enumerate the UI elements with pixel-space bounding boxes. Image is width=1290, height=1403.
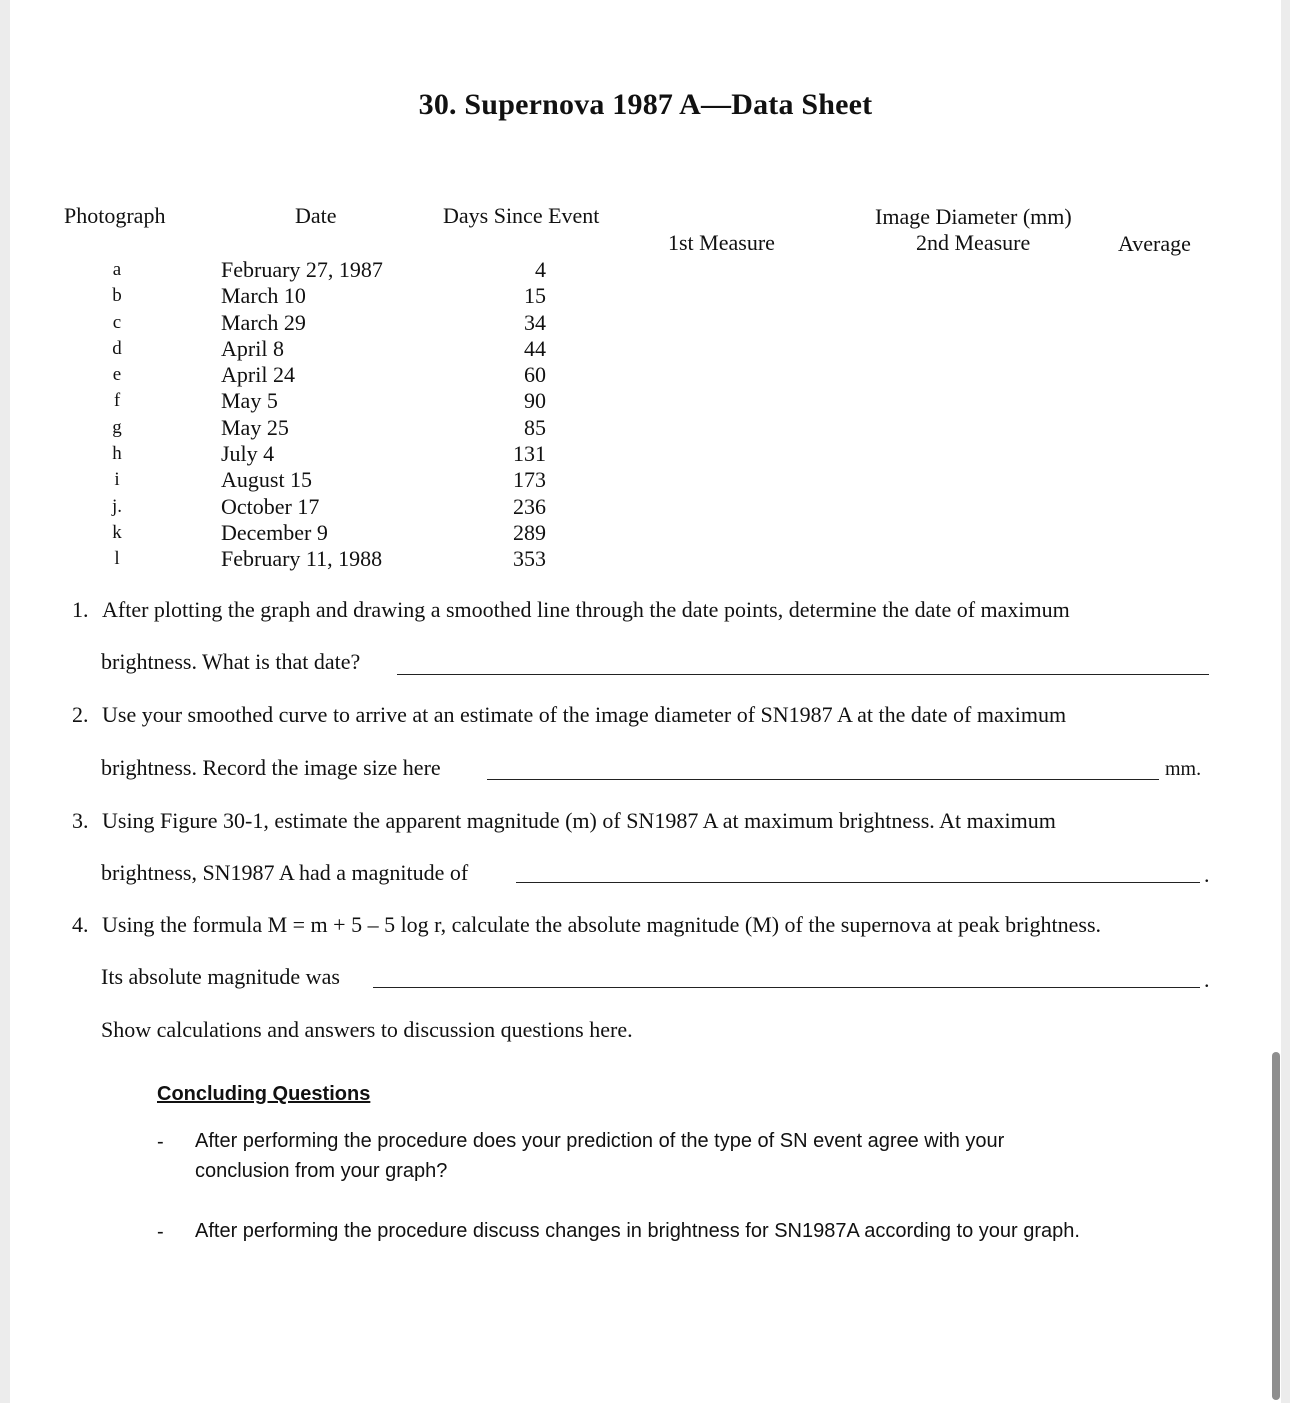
table-row-days: 60 xyxy=(524,362,546,388)
question-text: Use your smoothed curve to arrive at an estimate of the image diameter of SN1987 A at the date of maximum xyxy=(102,702,1067,727)
header-average: Average xyxy=(1118,231,1191,256)
show-calculations-text: Show calculations and answers to discussion questions here. xyxy=(101,1017,633,1042)
table-row-date: March 10 xyxy=(221,283,306,309)
question-number: 2. xyxy=(72,702,89,727)
answer-3-period: . xyxy=(1204,862,1210,887)
answer-2-line[interactable] xyxy=(487,779,1159,780)
days-column xyxy=(498,257,546,573)
table-row-photo: b xyxy=(112,285,122,307)
question-2 xyxy=(72,702,1066,728)
table-row-date: February 11, 1988 xyxy=(221,546,383,572)
answer-4-period: . xyxy=(1204,967,1210,992)
table-row-days: 353 xyxy=(513,546,546,572)
table-row-photo: h xyxy=(112,443,122,465)
photograph-column xyxy=(105,257,129,573)
vertical-scrollbar[interactable] xyxy=(1272,1052,1280,1400)
question-text: Using Figure 30-1, estimate the apparent magnitude (m) of SN1987 A at maximum brightness. At maximum xyxy=(102,808,1056,833)
table-row-date: March 29 xyxy=(221,309,306,335)
page-title: 30. Supernova 1987 A—Data Sheet xyxy=(418,88,873,121)
table-row-date: May 25 xyxy=(221,414,289,440)
table-row-date: May 5 xyxy=(221,388,278,414)
header-image-diameter: Image Diameter (mm) xyxy=(875,204,1072,229)
question-number: 4. xyxy=(72,912,89,937)
date-column xyxy=(221,257,383,573)
question-1-prompt: brightness. What is that date? xyxy=(101,649,361,674)
bullet-dash: - xyxy=(157,1221,164,1243)
table-row-date: July 4 xyxy=(221,441,275,467)
question-4 xyxy=(72,912,1101,938)
table-row-days: 34 xyxy=(524,309,546,335)
header-second-measure: 2nd Measure xyxy=(916,230,1031,255)
table-row-days: 44 xyxy=(524,335,546,361)
table-row-photo: k xyxy=(112,521,122,543)
question-2-prompt: brightness. Record the image size here xyxy=(101,755,441,780)
table-row-date: April 8 xyxy=(221,335,284,361)
table-row-days: 15 xyxy=(524,283,546,309)
question-3-prompt: brightness, SN1987 A had a magnitude of xyxy=(101,860,469,885)
table-row-date: February 27, 1987 xyxy=(221,257,383,282)
table-row-days: 4 xyxy=(535,257,546,282)
table-row-days: 173 xyxy=(513,467,546,493)
table-row-photo: f xyxy=(113,390,121,412)
question-number: 3. xyxy=(72,808,89,833)
question-3 xyxy=(72,808,1056,834)
table-row-days: 131 xyxy=(513,441,546,467)
question-number: 1. xyxy=(72,597,89,622)
bullet-dash: - xyxy=(157,1131,164,1153)
answer-2-unit: mm. xyxy=(1165,758,1202,780)
question-text: After plotting the graph and drawing a smoothed line through the date points, determine the date of maximum xyxy=(102,597,1070,622)
table-row-days: 236 xyxy=(513,493,546,519)
concluding-question-1: After performing the procedure does your prediction of the type of SN event agree with your conclusion from your graph? xyxy=(195,1130,1005,1182)
question-4-prompt: Its absolute magnitude was xyxy=(101,964,340,989)
table-row-days: 289 xyxy=(513,519,546,545)
table-row-photo: c xyxy=(112,311,122,333)
table-row-photo: j. xyxy=(111,495,123,517)
table-row-date: August 15 xyxy=(221,467,313,493)
concluding-questions-title: Concluding Questions xyxy=(157,1083,371,1105)
table-row-photo: i xyxy=(114,469,120,491)
table-row-days: 90 xyxy=(524,388,546,414)
answer-3-line[interactable] xyxy=(516,882,1200,883)
table-row-date: December 9 xyxy=(221,519,328,545)
question-text: Using the formula M = m + 5 – 5 log r, calculate the absolute magnitude (M) of the supernova at peak brightness. xyxy=(102,912,1102,937)
header-first-measure: 1st Measure xyxy=(668,230,775,255)
answer-1-line[interactable] xyxy=(397,674,1209,675)
table-row-photo: g xyxy=(112,416,122,438)
header-photograph: Photograph xyxy=(64,203,166,228)
header-days-since-event: Days Since Event xyxy=(443,203,600,228)
document-page xyxy=(10,0,1281,1403)
question-1 xyxy=(72,597,1070,623)
table-row-photo: e xyxy=(112,364,122,386)
concluding-question-2: After performing the procedure discuss changes in brightness for SN1987A according to your graph. xyxy=(195,1220,1080,1242)
table-row-photo: a xyxy=(112,259,122,280)
table-row-date: April 24 xyxy=(221,362,295,388)
table-row-date: October 17 xyxy=(221,493,320,519)
table-row-days: 85 xyxy=(524,414,546,440)
answer-4-line[interactable] xyxy=(373,987,1200,988)
header-date: Date xyxy=(295,203,337,228)
table-row-photo: d xyxy=(112,337,122,359)
table-row-photo: l xyxy=(114,548,120,570)
